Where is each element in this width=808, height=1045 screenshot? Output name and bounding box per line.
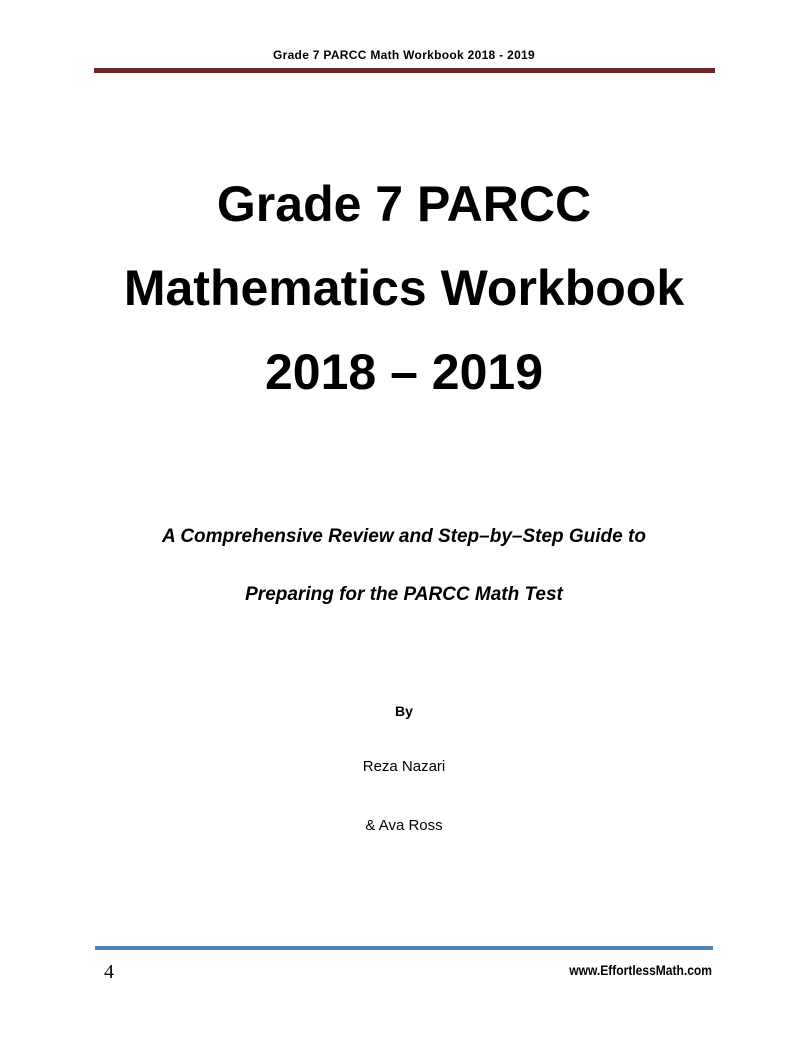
subtitle-line-1: A Comprehensive Review and Step–by–Step Guide to — [162, 526, 646, 547]
title-line-3: 2018 – 2019 — [264, 344, 544, 400]
header-divider — [94, 68, 715, 73]
subtitle-line-2: Preparing for the PARCC Math Test — [245, 584, 563, 605]
author-2: & Ava Ross — [365, 817, 443, 834]
author-1: Reza Nazari — [362, 758, 446, 775]
page-number: 4 — [104, 961, 114, 983]
title-line-1: Grade 7 PARCC — [216, 176, 592, 232]
book-title — [0, 162, 808, 414]
running-header: Grade 7 PARCC Math Workbook 2018 - 2019 — [272, 48, 535, 62]
footer-divider — [95, 946, 713, 950]
byline-label: By — [395, 703, 413, 719]
website-url: www.EffortlessMath.com — [569, 962, 712, 978]
title-line-2: Mathematics Workbook — [123, 260, 685, 316]
